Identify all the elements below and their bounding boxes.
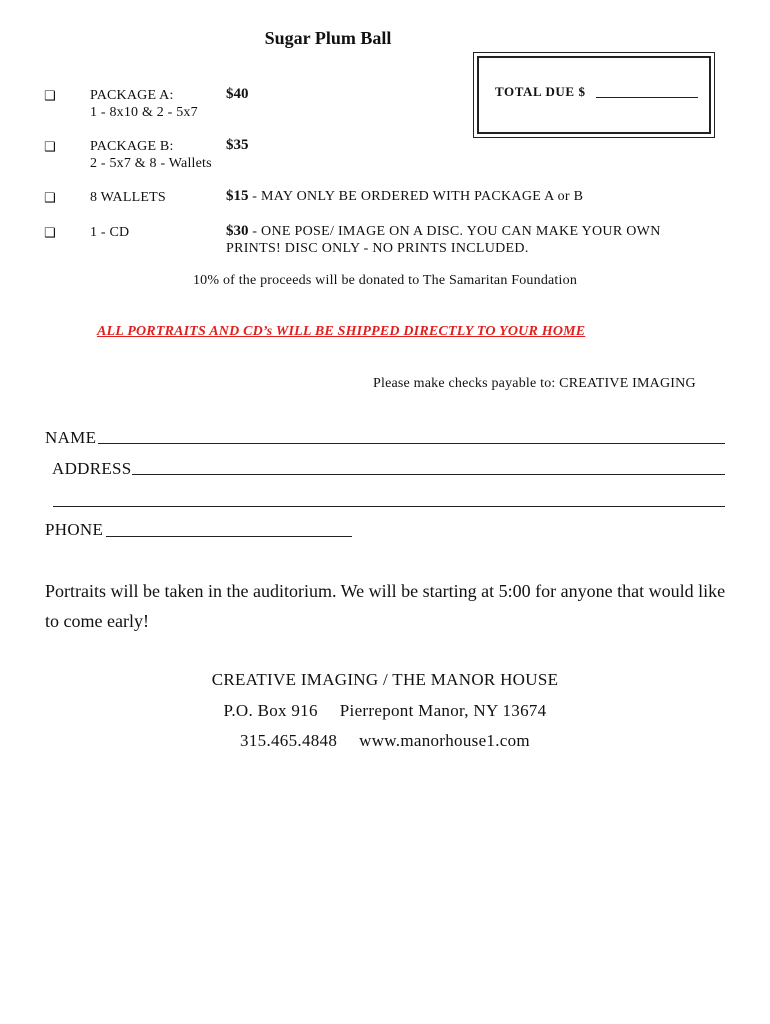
company-website: www.manorhouse1.com (359, 731, 530, 750)
package-b-contents: 2 - 5x7 & 8 - Wallets (90, 156, 212, 171)
checkbox-icon[interactable]: ❑ (44, 89, 56, 104)
cd-name: 1 - CD (90, 225, 130, 240)
wallets-price-line (226, 187, 583, 205)
shipping-notice: ALL PORTRAITS AND CD’s WILL BE SHIPPED DIRECTLY TO YOUR HOME (97, 324, 586, 339)
po-box: P.O. Box 916 (223, 701, 318, 720)
total-due-label: TOTAL DUE $ (495, 84, 586, 99)
address-field[interactable] (132, 474, 725, 475)
donation-note: 10% of the proceeds will be donated to The Samaritan Foundation (192, 273, 578, 288)
wallets-desc: - MAY ONLY BE ORDERED WITH PACKAGE A or B (248, 189, 584, 204)
checkbox-icon[interactable]: ❑ (44, 191, 56, 206)
company-name: CREATIVE IMAGING / THE MANOR HOUSE (211, 670, 559, 689)
package-b-name: PACKAGE B: (90, 139, 174, 154)
cd-desc: - ONE POSE/ IMAGE ON A DISC. YOU CAN MAKE YOUR OWN (248, 224, 661, 239)
company-contact (0, 731, 770, 751)
cd-desc-continued: PRINTS! DISC ONLY - NO PRINTS INCLUDED. (226, 241, 529, 256)
address-label: ADDRESS (52, 459, 132, 478)
checks-payable-note: Please make checks payable to: CREATIVE IMAGING (373, 376, 696, 391)
info-paragraph: Portraits will be taken in the auditorium. We will be starting at 5:00 for anyone that would like to come early! (45, 581, 726, 631)
phone-label: PHONE (45, 520, 104, 539)
page-title: Sugar Plum Ball (264, 28, 392, 48)
company-phone: 315.465.4848 (240, 731, 338, 750)
package-a-contents: 1 - 8x10 & 2 - 5x7 (90, 105, 198, 120)
checkbox-icon[interactable]: ❑ (44, 226, 56, 241)
name-label: NAME (45, 428, 97, 447)
phone-field[interactable] (106, 536, 352, 537)
total-due-blank[interactable] (596, 97, 698, 98)
package-b-price: $35 (226, 137, 249, 153)
package-a-name: PACKAGE A: (90, 88, 174, 103)
wallets-name: 8 WALLETS (90, 190, 166, 205)
cd-price: $30 (226, 223, 249, 239)
name-field[interactable] (98, 443, 725, 444)
package-a-price: $40 (226, 86, 249, 102)
address-field-line2[interactable] (53, 506, 725, 507)
city-state-zip: Pierrepont Manor, NY 13674 (339, 701, 547, 720)
wallets-price: $15 (226, 188, 249, 204)
cd-price-line (226, 222, 661, 240)
company-address (0, 701, 770, 721)
checkbox-icon[interactable]: ❑ (44, 140, 56, 155)
